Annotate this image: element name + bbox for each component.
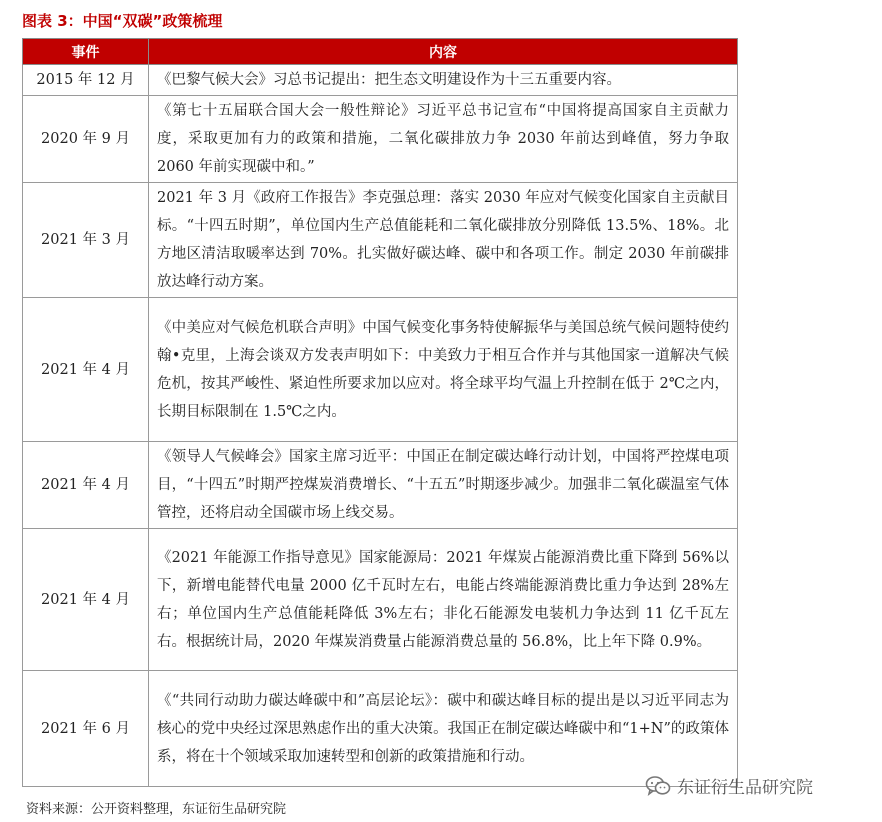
table-row bbox=[23, 442, 738, 529]
row-content: 《领导人气候峰会》国家主席习近平：中国正在制定碳达峰行动计划，中国将严控煤电项目，“十四五”时期严控煤炭消费增长、“十五五”时期逐步减少。加强非二氧化碳温室气体管控，还将启动全国碳市场上线交易。 bbox=[149, 442, 738, 529]
figure-title: 图表 3：中国“双碳”政策梳理 bbox=[22, 12, 223, 30]
row-content: 《第七十五届联合国大会一般性辩论》习近平总书记宣布“中国将提高国家自主贡献力度，采取更加有力的政策和措施，二氧化碳排放力争 2030 年前达到峰值，努力争取 2060 年前实现碳中和。” bbox=[149, 96, 738, 183]
row-date: 2015 年 12 月 bbox=[23, 65, 149, 96]
row-date: 2021 年 4 月 bbox=[23, 298, 149, 442]
header-event: 事件 bbox=[23, 39, 149, 65]
watermark-text: 东证衍生品研究院 bbox=[677, 778, 813, 798]
header-content: 内容 bbox=[149, 39, 738, 65]
row-date: 2021 年 6 月 bbox=[23, 671, 149, 787]
table-header-row bbox=[23, 39, 738, 65]
row-date: 2021 年 4 月 bbox=[23, 529, 149, 671]
table-row bbox=[23, 529, 738, 671]
row-content: 《2021 年能源工作指导意见》国家能源局：2021 年煤炭占能源消费比重下降到 56%以下，新增电能替代电量 2000 亿千瓦时左右，电能占终端能源消费比重力争达到 28%左右；单位国内生产总值能耗降低 3%左右；非化石能源发电装机力争达到 11 亿千瓦左右。根据统计局，2020 年煤炭消费量占能源消费总量的 56.8%，比上年下降 0.9%。 bbox=[149, 529, 738, 671]
row-content: 《“共同行动助力碳达峰碳中和”高层论坛》：碳中和碳达峰目标的提出是以习近平同志为核心的党中央经过深思熟虑作出的重大决策。我国正在制定碳达峰碳中和“1+N”的政策体系，将在十个领域采取加速转型和创新的政策措施和行动。 bbox=[149, 671, 738, 787]
table-row bbox=[23, 65, 738, 96]
row-content: 2021 年 3 月《政府工作报告》李克强总理：落实 2030 年应对气候变化国家自主贡献目标。“十四五时期”，单位国内生产总值能耗和二氧化碳排放分别降低 13.5%、18%。北方地区清洁取暖率达到 70%。扎实做好碳达峰、碳中和各项工作。制定 2030 年前碳排放达峰行动方案。 bbox=[149, 183, 738, 298]
row-date: 2021 年 3 月 bbox=[23, 183, 149, 298]
row-date: 2021 年 4 月 bbox=[23, 442, 149, 529]
table-row bbox=[23, 183, 738, 298]
policy-table bbox=[22, 38, 738, 787]
watermark bbox=[645, 773, 813, 798]
table-row bbox=[23, 96, 738, 183]
row-date: 2020 年 9 月 bbox=[23, 96, 149, 183]
row-content: 《中美应对气候危机联合声明》中国气候变化事务特使解振华与美国总统气候问题特使约翰•克里，上海会谈双方发表声明如下：中美致力于相互合作并与其他国家一道解决气候危机，按其严峻性、紧迫性所要求加以应对。将全球平均气温上升控制在低于 2℃之内，长期目标限制在 1.5℃之内。 bbox=[149, 298, 738, 442]
wechat-icon bbox=[645, 775, 671, 797]
table-row bbox=[23, 298, 738, 442]
row-content: 《巴黎气候大会》习总书记提出：把生态文明建设作为十三五重要内容。 bbox=[149, 65, 738, 96]
table-row bbox=[23, 671, 738, 787]
source-note: 资料来源：公开资料整理，东证衍生品研究院 bbox=[26, 802, 287, 817]
